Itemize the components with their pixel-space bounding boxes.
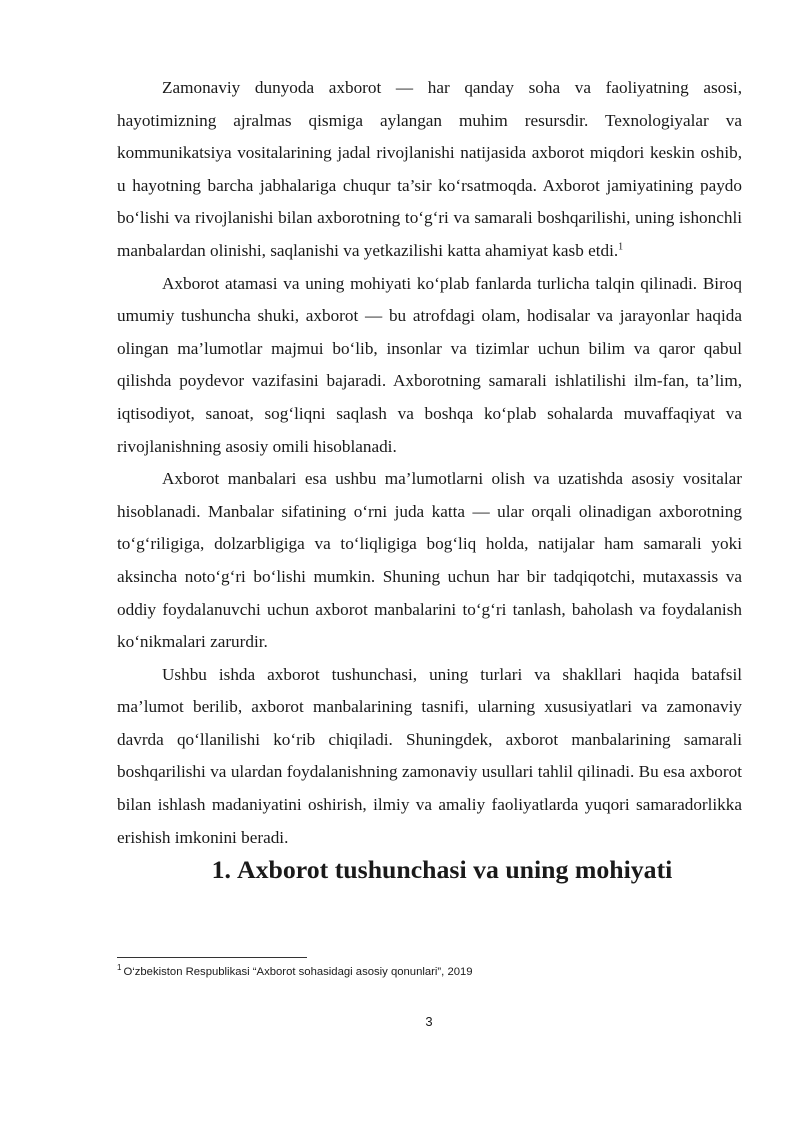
paragraph-1-text: Zamonaviy dunyoda axborot — har qanday soha va faoliyatning asosi, hayotimizning ajralmas qismiga aylangan muhim resursdir. Texnologiyalar va kommunikatsiya vositalarining jadal rivojlanishi natijasida axborot miqdori keskin oshib, u hayotning barcha jabhalariga chuqur ta’sir ko‘rsatmoqda. Axborot jamiyatining paydo bo‘lishi va rivojlanishi bilan axborotning to‘g‘ri va samarali boshqarilishi, uning ishonchli manbalardan olinishi, saqlanishi va yetkazilishi katta ahamiyat kasb etdi. bbox=[117, 78, 742, 260]
paragraph-3: Axborot manbalari esa ushbu ma’lumotlarni olish va uzatishda asosiy vositalar hisoblanadi. Manbalar sifatining o‘rni juda katta — ular orqali olinadigan axborotning to‘g‘riligiga, dolzarbligiga va to‘liqligiga bog‘liq holda, natijalar ham samarali yoki aksincha noto‘g‘ri bo‘lishi mumkin. Shuning uchun har bir tadqiqotchi, mutaxassis va oddiy foydalanuvchi uchun axborot manbalarini to‘g‘ri tanlash, baholash va foydalanish ko‘nikmalari zarurdir. bbox=[117, 469, 742, 652]
footnote bbox=[117, 964, 742, 980]
paragraph-4: Ushbu ishda axborot tushunchasi, uning turlari va shakllari haqida batafsil ma’lumot berilib, axborot manbalarining tasnifi, ularning xususiyatlari va zamonaviy davrda qo‘llanilishi ko‘rib chiqiladi. Shuningdek, axborot manbalarining samarali boshqarilishi va ulardan foydalanishning zamonaviy usullari tahlil qilinadi. Bu esa axborot bilan ishlash madaniyatini oshirish, ilmiy va amaliy faoliyatlarda yuqori samaradorlikka erishish imkonini beradi. bbox=[117, 664, 742, 847]
body-text bbox=[117, 72, 742, 887]
footnote-text: O‘zbekiston Respublikasi “Axborot sohasidagi asosiy qonunlari”, 2019 bbox=[123, 966, 473, 978]
footnote-marker: 1 bbox=[117, 963, 122, 973]
section-heading bbox=[117, 854, 742, 887]
page-number: 3 bbox=[425, 1014, 433, 1029]
footnote-separator bbox=[117, 957, 307, 958]
section-number: 1. bbox=[211, 855, 232, 885]
footnote-reference[interactable]: 1 bbox=[618, 241, 624, 253]
paragraph-2: Axborot atamasi va uning mohiyati ko‘plab fanlarda turlicha talqin qilinadi. Biroq umumiy tushuncha shuki, axborot — bu atrofdagi olam, hodisalar va jarayonlar haqida olingan ma’lumotlar majmui bo‘lib, insonlar va tizimlar uchun bilim va qaror qabul qilishda poydevor vazifasini bajaradi. Axborotning samarali ishlatilishi ilm-fan, ta’lim, iqtisodiyot, sanoat, sog‘liqni saqlash va boshqa ko‘plab sohalarda muvaffaqiyat va rivojlanishning asosiy omili hisoblanadi. bbox=[117, 273, 742, 456]
section-title: Axborot tushunchasi va uning mohiyati bbox=[237, 855, 673, 885]
paragraph-1 bbox=[117, 72, 742, 268]
